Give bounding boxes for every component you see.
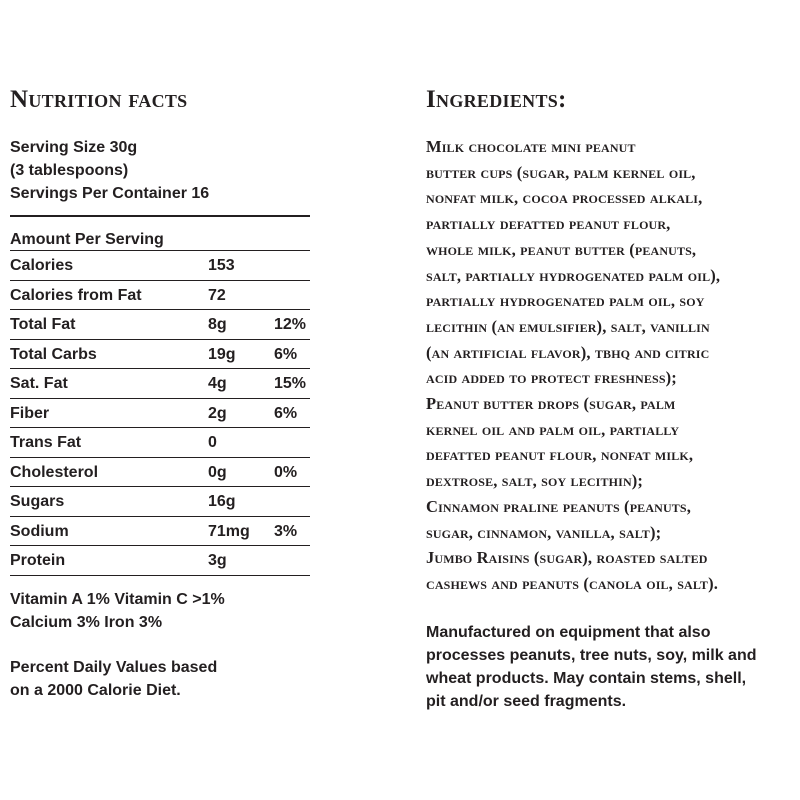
nutrient-row-sodium — [10, 516, 310, 546]
nutrient-row-total-fat — [10, 309, 310, 339]
ingredients-line: acid added to protect freshness); — [426, 368, 677, 388]
ingredients-line: lecithin (an emulsifier), salt, vanillin — [426, 316, 710, 336]
ingredients-panel — [426, 84, 796, 713]
ingredients-line: Milk chocolate mini peanut — [426, 137, 636, 156]
ingredients-line: butter cups (sugar, palm kernel oil, — [426, 162, 696, 182]
minerals-line: Calcium 3% Iron 3% — [10, 613, 163, 631]
nutrient-name: Fiber — [10, 404, 50, 422]
serving-measure: (3 tablespoons) — [10, 162, 129, 179]
nutrient-percent: 0% — [274, 463, 298, 481]
nutrient-row-calories — [10, 250, 310, 280]
daily-values-line: Percent Daily Values based — [10, 658, 218, 676]
ingredients-line: salt, partially hydrogenated palm oil), — [426, 265, 721, 285]
nutrient-table — [10, 250, 310, 576]
nutrient-value: 0 — [208, 434, 217, 451]
nutrient-row-trans-fat — [10, 427, 310, 457]
nutrient-row-sat-fat — [10, 368, 310, 398]
nutrient-value: 3g — [208, 552, 227, 569]
nutrient-name: Protein — [10, 552, 66, 569]
nutrient-percent: 15% — [274, 375, 307, 392]
serving-info — [10, 136, 310, 205]
ingredients-line: kernel oil and palm oil, partially — [426, 419, 680, 439]
nutrient-row-protein — [10, 545, 310, 576]
ingredients-line: Cinnamon praline peanuts (peanuts, — [426, 496, 692, 516]
ingredients-title: Ingredients: — [426, 86, 567, 113]
nutrient-percent: 6% — [274, 345, 298, 363]
nutrient-value: 19g — [208, 345, 236, 363]
nutrient-name: Trans Fat — [10, 434, 82, 451]
ingredients-line: Peanut butter drops (sugar, palm — [426, 394, 676, 414]
daily-values-line: on a 2000 Calorie Diet. — [10, 681, 181, 699]
ingredients-line: partially hydrogenated palm oil, soy — [426, 291, 705, 311]
nutrient-row-fiber — [10, 398, 310, 428]
warning-line: processes peanuts, tree nuts, soy, milk and — [426, 646, 757, 664]
nutrient-percent: 12% — [274, 316, 307, 333]
nutrient-row-cholesterol — [10, 457, 310, 487]
ingredients-list — [426, 134, 796, 597]
nutrient-name: Cholesterol — [10, 463, 99, 481]
ingredients-line: Jumbo Raisins (sugar), roasted salted — [426, 548, 708, 568]
ingredients-line: defatted peanut flour, nonfat milk, — [426, 445, 694, 465]
ingredients-line: sugar, cinnamon, vanilla, salt); — [426, 522, 662, 542]
ingredients-line: partially defatted peanut flour, — [426, 214, 671, 234]
vitamins-minerals — [10, 588, 310, 634]
vitamins-line: Vitamin A 1% Vitamin C >1% — [10, 590, 225, 608]
amount-per-serving-header: Amount Per Serving — [10, 231, 164, 248]
nutrient-value: 72 — [208, 286, 226, 304]
divider-rule — [10, 215, 310, 217]
nutrient-row-sugars — [10, 486, 310, 516]
nutrient-row-total-carbs — [10, 339, 310, 369]
nutrient-percent: 6% — [274, 404, 298, 422]
nutrient-value: 153 — [208, 257, 235, 274]
nutrient-value: 4g — [208, 375, 227, 392]
nutrition-facts-panel — [10, 84, 310, 702]
nutrient-name: Calories from Fat — [10, 286, 142, 304]
ingredients-line: whole milk, peanut butter (peanuts, — [426, 239, 697, 259]
nutrient-name: Calories — [10, 257, 74, 274]
nutrient-row-calories-from-fat — [10, 280, 310, 310]
nutrient-value: 71mg — [208, 522, 250, 540]
nutrient-name: Sat. Fat — [10, 375, 68, 392]
nutrient-name: Sugars — [10, 493, 65, 510]
nutrient-value: 0g — [208, 463, 227, 481]
nutrition-title: Nutrition facts — [10, 86, 188, 113]
warning-line: wheat products. May contain stems, shell, — [426, 669, 747, 687]
allergen-warning — [426, 621, 796, 713]
nutrient-name: Total Carbs — [10, 345, 97, 363]
nutrient-value: 8g — [208, 316, 227, 333]
ingredients-line: dextrose, salt, soy lecithin); — [426, 471, 644, 491]
nutrient-value: 2g — [208, 404, 227, 422]
servings-per-container: Servings Per Container 16 — [10, 185, 210, 202]
nutrient-percent: 3% — [274, 522, 298, 540]
daily-values-note — [10, 656, 310, 702]
nutrient-name: Total Fat — [10, 316, 76, 333]
nutrient-value: 16g — [208, 493, 236, 510]
warning-line: Manufactured on equipment that also — [426, 623, 711, 641]
ingredients-line: nonfat milk, cocoa processed alkali, — [426, 188, 703, 208]
ingredients-line: (an artificial flavor), tbhq and citric — [426, 342, 710, 362]
nutrient-name: Sodium — [10, 522, 69, 540]
ingredients-line: cashews and peanuts (canola oil, salt). — [426, 573, 718, 593]
serving-size: Serving Size 30g — [10, 139, 138, 156]
warning-line: pit and/or seed fragments. — [426, 692, 627, 710]
